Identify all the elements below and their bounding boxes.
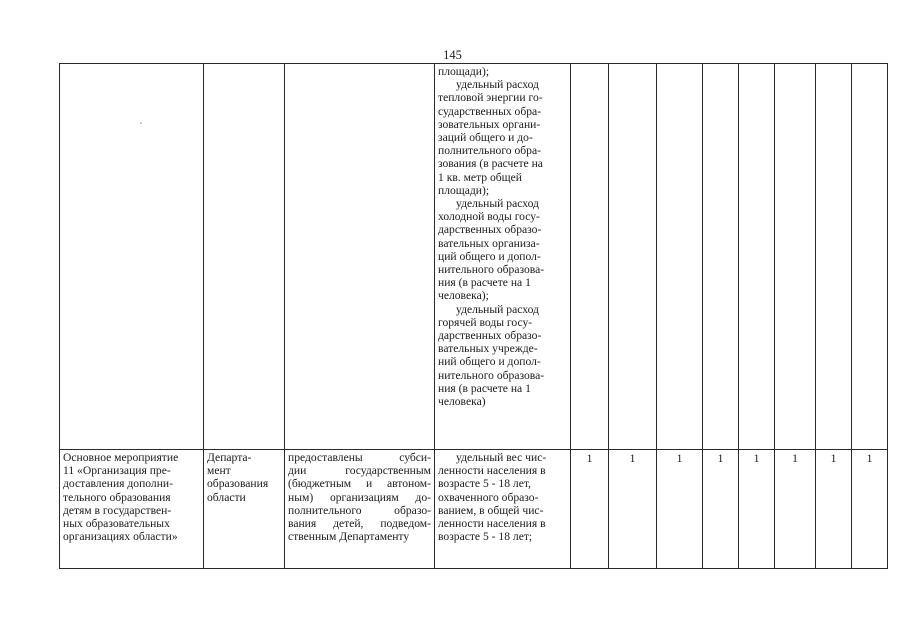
value-cell-4: 1 xyxy=(703,450,739,569)
value-cell-empty-8 xyxy=(852,64,888,450)
top-indicators-line: сударственных обра- xyxy=(438,104,542,118)
executor-cell-line: образования xyxy=(207,477,269,491)
result-cell-empty xyxy=(285,64,435,450)
indicator-cell-line: ленности населения в xyxy=(438,464,546,478)
result-cell-line: полнительного образо- xyxy=(288,503,431,517)
top-indicators-line: полнительного обра- xyxy=(438,144,541,158)
top-indicators-line: человека); xyxy=(438,289,489,303)
executor-cell-line: Департа- xyxy=(207,451,252,464)
value-cell-empty-2 xyxy=(609,64,657,450)
top-indicators-line: зовательных органи- xyxy=(438,117,541,131)
value-cell-8: 1 xyxy=(852,450,888,569)
top-indicators-line: удельный расход xyxy=(456,302,539,316)
top-indicators-line: заций общего и до- xyxy=(438,131,533,145)
executor-cell xyxy=(204,450,285,569)
top-indicators-line: холодной воды госу- xyxy=(438,210,540,224)
value-cell-empty-3 xyxy=(657,64,703,450)
activity-cell-empty xyxy=(60,64,204,450)
indicator-cell-line: удельный вес чис- xyxy=(456,451,547,464)
indicator-cell-line: ленности населения в xyxy=(438,517,546,531)
indicator-cell xyxy=(435,450,571,569)
activity-cell-line: Основное мероприятие xyxy=(63,451,179,464)
top-indicators-line: 1 кв. метр общей xyxy=(438,170,522,184)
top-indicators-line: зования (в расчете на xyxy=(438,157,543,171)
value-cell-empty-5 xyxy=(739,64,775,450)
top-indicators-line: вательных учрежде- xyxy=(438,342,538,356)
indicator-cell-line: возрасте 5 - 18 лет; xyxy=(438,530,533,544)
value-cell-5: 1 xyxy=(739,450,775,569)
result-cell-line: предоставлены субси- xyxy=(288,451,431,464)
top-indicators-line: ния (в расчете на 1 xyxy=(438,276,531,290)
value-cell-1: 1 xyxy=(571,450,609,569)
top-indicators-line: горячей воды госу- xyxy=(438,315,533,329)
result-cell xyxy=(285,450,435,569)
page-number: 145 xyxy=(443,48,462,62)
indicator-cell-line: возрасте 5 - 18 лет, xyxy=(438,477,531,491)
value-cell-empty-4 xyxy=(703,64,739,450)
activity-cell xyxy=(60,450,204,569)
indicator-cell-line: ванием, в общей чис- xyxy=(438,503,544,517)
top-indicators-line: человека) xyxy=(438,395,486,409)
indicators-cell xyxy=(435,64,571,450)
executor-cell-empty xyxy=(204,64,285,450)
activity-cell-line: детям в государствен- xyxy=(63,503,172,517)
value-cell-6: 1 xyxy=(775,450,816,569)
program-table xyxy=(59,63,888,569)
table-row-activity-11 xyxy=(60,450,888,569)
value-cell-empty-1 xyxy=(571,64,609,450)
activity-cell-line: доставления дополни- xyxy=(63,477,173,491)
value-cell-empty-6 xyxy=(775,64,816,450)
executor-cell-line: области xyxy=(207,490,246,504)
top-indicators-line: ций общего и допол- xyxy=(438,249,541,263)
activity-cell-line: 11 «Организация пре- xyxy=(63,464,171,478)
result-cell-line: вания детей, подведом- xyxy=(288,517,431,531)
value-cell-empty-7 xyxy=(816,64,852,450)
top-indicators-line: ния (в расчете на 1 xyxy=(438,381,531,395)
top-indicators-line: удельный расход xyxy=(456,197,539,211)
activity-cell-line: организациях области» xyxy=(63,530,178,544)
result-cell-line: ственным Департаменту xyxy=(288,530,410,544)
top-indicators-line: удельный расход xyxy=(456,78,539,92)
top-indicators-line: вательных организа- xyxy=(438,236,540,250)
top-indicators-line: нительного образова- xyxy=(438,368,545,382)
top-indicators-line: площади); xyxy=(438,183,490,197)
result-cell-line: (бюджетным и автоном- xyxy=(288,477,431,491)
top-indicators-line: ний общего и допол- xyxy=(438,355,541,369)
activity-cell-line: тельного образования xyxy=(63,490,171,504)
top-indicators-line: тепловой энергии го- xyxy=(438,91,543,105)
value-cell-7: 1 xyxy=(816,450,852,569)
top-indicators-line: дарственных образо- xyxy=(438,223,542,237)
result-cell-line: ным) организациям до- xyxy=(288,490,431,504)
top-indicators-line: дарственных образо- xyxy=(438,329,542,343)
value-cell-3: 1 xyxy=(657,450,703,569)
top-indicators-line: нительного образова- xyxy=(438,263,545,277)
indicator-cell-line: охваченного образо- xyxy=(438,490,539,504)
top-indicators-line: площади); xyxy=(438,65,490,78)
table-row-continued xyxy=(60,64,888,450)
value-cell-2: 1 xyxy=(609,450,657,569)
result-cell-line: дии государственным xyxy=(288,464,431,478)
activity-cell-line: ных образовательных xyxy=(63,517,170,531)
executor-cell-line: мент xyxy=(207,464,231,478)
